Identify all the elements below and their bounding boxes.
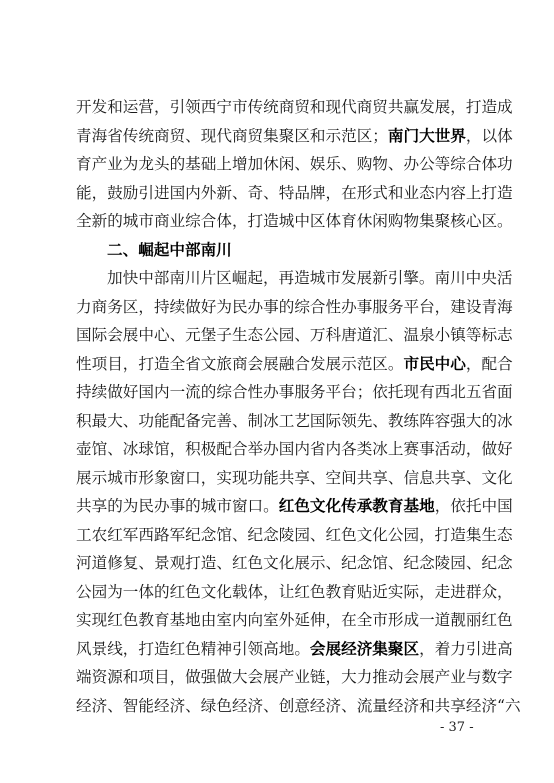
- text-line: [76, 296, 513, 318]
- text-segment: 力商务区，持续做好为民办事的综合性办事服务平台，建设青海: [76, 297, 513, 316]
- text-line: [76, 125, 513, 147]
- text-line: [76, 495, 513, 517]
- text-line: [76, 381, 513, 403]
- text-line: [76, 552, 513, 574]
- text-segment: 展示城市形象窗口，实现功能共享、空间共享、信息共享、文化: [76, 468, 513, 487]
- text-segment: 端资源和项目，做强做大会展产业链，大力推动会展产业与数字: [76, 668, 513, 686]
- text-segment: 风景线，打造红色精神引领高地。: [76, 639, 310, 658]
- text-segment: ，配合: [465, 354, 513, 373]
- bold-term: 红色文化传承教育基地: [278, 496, 435, 515]
- text-segment: 持续做好国内一流的综合性办事服务平台；依托现有西北五省面: [76, 383, 513, 401]
- bold-term: 会展经济集聚区: [309, 638, 420, 658]
- text-line: [76, 524, 513, 546]
- page-number: - 37 -: [440, 720, 474, 735]
- section-heading: 二、崛起中部南川: [107, 239, 232, 259]
- text-segment: 青海省传统商贸、现代商贸集聚区和示范区；: [76, 126, 388, 145]
- text-segment: 河道修复、景观打造、红色文化展示、纪念馆、纪念陵园、纪念: [76, 554, 513, 572]
- text-segment: 实现红色教育基地由室内向室外延伸，在全市形成一道靓丽红色: [76, 611, 513, 629]
- bold-term: 南门大世界: [387, 125, 466, 145]
- text-line: [76, 210, 513, 232]
- text-segment: 经济、智能经济、绿色经济、创意经济、流量经济和共享经济“六: [76, 696, 521, 715]
- text-segment: 积最大、功能配备完善、制冰工艺国际领先、教练阵容强大的冰: [76, 411, 513, 430]
- text-segment: 加快中部南川片区崛起，再造城市发展新引擎。南川中央活: [107, 269, 513, 287]
- text-line: [76, 581, 513, 603]
- text-segment: ，着力引进高: [419, 639, 513, 658]
- bold-term: 市民中心: [403, 353, 466, 373]
- text-line: [76, 96, 513, 118]
- text-line: [76, 353, 513, 375]
- text-segment: 能，鼓励引进国内外新、奇、特品牌，在形式和业态内容上打造: [76, 183, 513, 202]
- text-segment: 育产业为龙头的基础上增加休闲、娱乐、购物、办公等综合体功: [76, 155, 513, 173]
- text-line: [76, 638, 513, 660]
- text-segment: 共享的为民办事的城市窗口。: [76, 497, 279, 515]
- text-line: [76, 324, 513, 346]
- text-segment: 国际会展中心、元堡子生态公园、万科唐道汇、温泉小镇等标志: [76, 326, 513, 344]
- text-line: [76, 467, 513, 489]
- text-line: [76, 609, 513, 631]
- text-segment: 公园为一体的红色文化载体，让红色教育贴近实际，走进群众，: [76, 582, 513, 601]
- text-segment: 工农红军西路军纪念馆、纪念陵园、红色文化公园，打造集生态: [76, 525, 513, 544]
- text-segment: 开发和运营，引领西宁市传统商贸和现代商贸共赢发展，打造成: [76, 98, 513, 116]
- text-line: [76, 182, 513, 204]
- text-line: [76, 666, 513, 688]
- text-line: [76, 410, 513, 432]
- text-segment: 性项目，打造全省文旅商会展融合发展示范区。: [76, 354, 404, 373]
- text-line: [76, 153, 513, 175]
- text-line: [76, 438, 513, 460]
- text-segment: ，依托中国: [434, 497, 513, 515]
- text-segment: ，以体: [465, 126, 513, 145]
- text-segment: 全新的城市商业综合体，打造城中区体育休闲购物集聚核心区。: [76, 212, 513, 230]
- text-segment: 壶馆、冰球馆，积极配合举办国内省内各类冰上赛事活动，做好: [76, 440, 513, 458]
- text-line: [107, 267, 513, 289]
- text-line: [76, 695, 521, 717]
